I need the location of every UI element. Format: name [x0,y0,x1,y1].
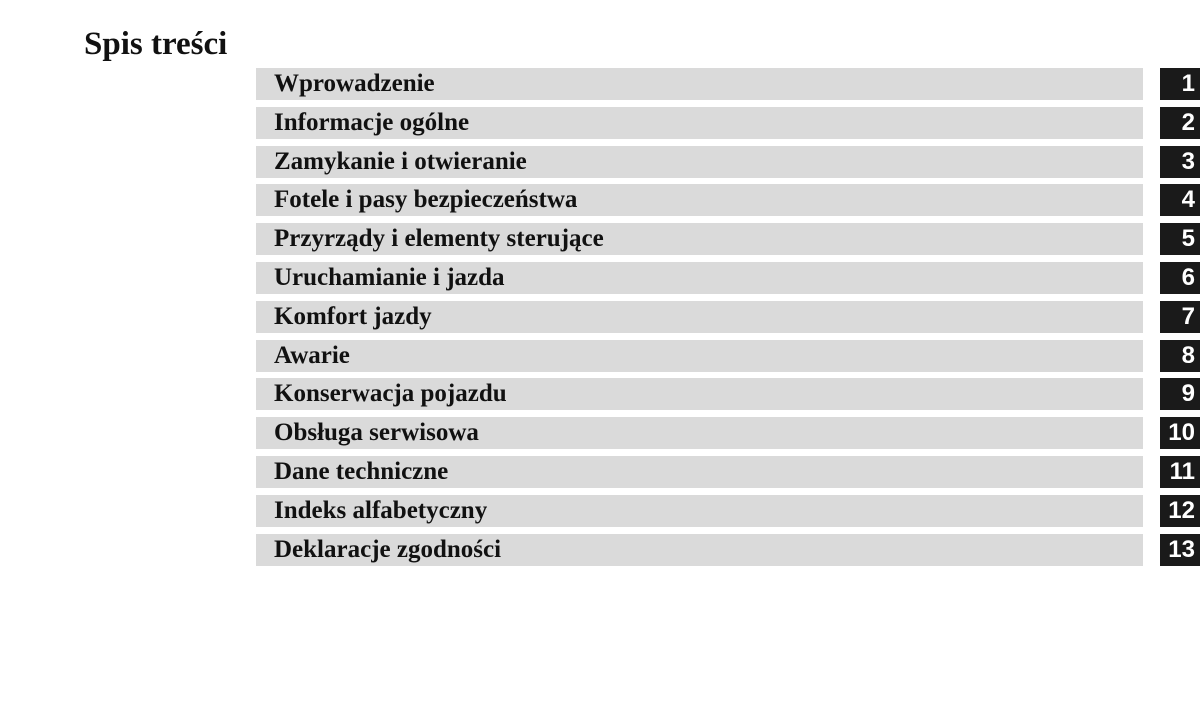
table-of-contents [256,68,1200,572]
toc-item-label: Konserwacja pojazdu [274,380,507,408]
toc-item-label: Deklaracje zgodności [274,535,502,563]
toc-item-label: Awarie [274,341,350,369]
chapter-number-tab[interactable]: 1 [1160,68,1200,100]
toc-item-przyrzady[interactable] [256,223,1200,255]
toc-item-zamykanie-i-otwieranie[interactable] [256,146,1200,178]
toc-item-label: Obsługa serwisowa [274,419,479,447]
toc-item-label: Indeks alfabetyczny [274,496,488,524]
chapter-number-tab[interactable]: 6 [1160,262,1200,294]
toc-item-indeks-alfabetyczny[interactable] [256,495,1200,527]
toc-item-fotele-i-pasy[interactable] [256,184,1200,216]
chapter-number-tab[interactable]: 7 [1160,301,1200,333]
toc-item-komfort-jazdy[interactable] [256,301,1200,333]
toc-item-wprowadzenie[interactable] [256,68,1200,100]
chapter-number-tab[interactable]: 10 [1160,417,1200,449]
toc-item-awarie[interactable] [256,340,1200,372]
chapter-number-tab[interactable]: 4 [1160,184,1200,216]
toc-item-uruchamianie-i-jazda[interactable] [256,262,1200,294]
toc-item-label: Informacje ogólne [274,108,470,136]
chapter-number-tab[interactable]: 3 [1160,146,1200,178]
toc-item-label: Wprowadzenie [274,70,435,97]
toc-item-label: Komfort jazdy [274,302,432,330]
chapter-number-tab[interactable]: 12 [1160,495,1200,527]
chapter-number-tab[interactable]: 2 [1160,107,1200,139]
chapter-number-tab[interactable]: 13 [1160,534,1200,566]
toc-item-label: Fotele i pasy bezpieczeństwa [274,186,578,214]
toc-item-label: Zamykanie i otwieranie [274,147,527,175]
toc-item-konserwacja-pojazdu[interactable] [256,378,1200,410]
toc-item-deklaracje-zgodnosci[interactable] [256,534,1200,566]
page-title: Spis treści [84,26,228,62]
toc-item-label: Przyrządy i elementy sterujące [274,225,604,253]
toc-item-bar [256,340,1143,372]
chapter-number-tab[interactable]: 5 [1160,223,1200,255]
toc-item-dane-techniczne[interactable] [256,456,1200,488]
chapter-number-tab[interactable]: 9 [1160,378,1200,410]
toc-item-label: Uruchamianie i jazda [274,263,505,291]
chapter-number-tab[interactable]: 11 [1160,456,1200,488]
toc-item-obsluga-serwisowa[interactable] [256,417,1200,449]
toc-item-label: Dane techniczne [274,457,449,485]
toc-item-informacje-ogolne[interactable] [256,107,1200,139]
chapter-number-tab[interactable]: 8 [1160,340,1200,372]
